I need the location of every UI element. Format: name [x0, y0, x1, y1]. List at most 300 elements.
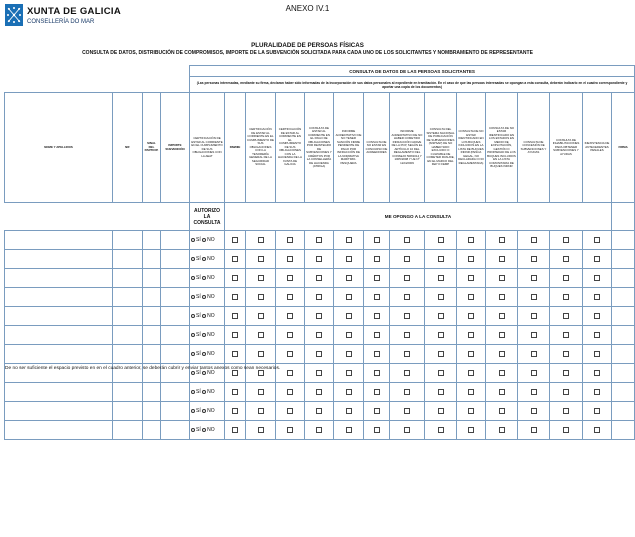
- oppose-checkbox[interactable]: [594, 313, 600, 319]
- oppose-checkbox[interactable]: [258, 256, 264, 262]
- oppose-checkbox[interactable]: [468, 313, 474, 319]
- oppose-checkbox[interactable]: [563, 294, 569, 300]
- oppose-checkbox[interactable]: [374, 332, 380, 338]
- oppose-checkbox[interactable]: [531, 351, 537, 357]
- yes-radio[interactable]: [191, 371, 195, 375]
- signature-field[interactable]: [612, 326, 635, 345]
- oppose-cell: [550, 231, 583, 250]
- oppose-checkbox[interactable]: [563, 237, 569, 243]
- yes-radio[interactable]: [191, 390, 195, 394]
- oppose-checkbox[interactable]: [594, 408, 600, 414]
- participation-field[interactable]: [143, 250, 161, 269]
- col-header: FIRMA: [612, 93, 635, 203]
- oppose-checkbox[interactable]: [258, 332, 264, 338]
- applicant-row: [5, 402, 635, 421]
- participation-field[interactable]: [143, 231, 161, 250]
- col-header: CERTIFICACIÓN DE ESTAR AL CORRIENTE EN EL CUMPLIMIENTO DE SUS OBLIGACIONES CON LA TESORERÍA GENERAL DE LA SEGURIDAD SOCIAL: [246, 93, 276, 203]
- oppose-checkbox[interactable]: [404, 237, 410, 243]
- oppose-cell: [486, 364, 518, 383]
- nif-field[interactable]: [113, 231, 143, 250]
- oppose-checkbox[interactable]: [563, 351, 569, 357]
- oppose-checkbox[interactable]: [232, 351, 238, 357]
- oppose-checkbox[interactable]: [374, 389, 380, 395]
- oppose-checkbox[interactable]: [316, 294, 322, 300]
- oppose-checkbox[interactable]: [287, 332, 293, 338]
- name-field[interactable]: [5, 383, 113, 402]
- oppose-checkbox[interactable]: [316, 275, 322, 281]
- participation-field[interactable]: [143, 307, 161, 326]
- participation-field[interactable]: [143, 421, 161, 440]
- col-header: CONSULTA DE NO ESTAR IDENTIFICADO EN LOS ESTADOS EN MEDIO DE EXPLOTACIÓN, GESTIÓN O PROPIEDAD DE LOS BUQUES INCLUIDOS EN LA LISTA COMUNITARIA DE BUQUES INDNR: [486, 93, 518, 203]
- oppose-checkbox[interactable]: [258, 351, 264, 357]
- oppose-checkbox[interactable]: [438, 389, 444, 395]
- amount-field[interactable]: [161, 402, 190, 421]
- no-radio[interactable]: [202, 314, 206, 318]
- applicant-row: [5, 288, 635, 307]
- oppose-checkbox[interactable]: [499, 237, 505, 243]
- no-radio[interactable]: [202, 371, 206, 375]
- oppose-checkbox[interactable]: [531, 408, 537, 414]
- oppose-cell: [334, 364, 364, 383]
- oppose-checkbox[interactable]: [468, 237, 474, 243]
- oppose-cell: [276, 250, 305, 269]
- amount-field[interactable]: [161, 307, 190, 326]
- nif-field[interactable]: [113, 383, 143, 402]
- oppose-cell: [457, 402, 486, 421]
- yes-label: SÍ: [196, 351, 201, 357]
- signature-field[interactable]: [612, 269, 635, 288]
- oppose-cell: [518, 326, 550, 345]
- name-field[interactable]: [5, 345, 113, 364]
- name-field[interactable]: [5, 307, 113, 326]
- no-radio[interactable]: [202, 257, 206, 261]
- oppose-checkbox[interactable]: [468, 256, 474, 262]
- oppose-checkbox[interactable]: [232, 389, 238, 395]
- oppose-checkbox[interactable]: [438, 294, 444, 300]
- oppose-checkbox[interactable]: [374, 313, 380, 319]
- oppose-cell: [390, 269, 425, 288]
- yes-label: SÍ: [196, 332, 201, 338]
- oppose-cell: [583, 364, 612, 383]
- logo-name: XUNTA DE GALICIA: [27, 6, 121, 17]
- oppose-checkbox[interactable]: [499, 351, 505, 357]
- oppose-checkbox[interactable]: [232, 275, 238, 281]
- oppose-checkbox[interactable]: [374, 370, 380, 376]
- oppose-checkbox[interactable]: [438, 370, 444, 376]
- oppose-checkbox[interactable]: [287, 313, 293, 319]
- applicant-row: [5, 345, 635, 364]
- oppose-checkbox[interactable]: [499, 408, 505, 414]
- oppose-checkbox[interactable]: [563, 332, 569, 338]
- name-field[interactable]: [5, 402, 113, 421]
- participation-field[interactable]: [143, 383, 161, 402]
- oppose-checkbox[interactable]: [316, 389, 322, 395]
- oppose-checkbox[interactable]: [287, 351, 293, 357]
- oppose-checkbox[interactable]: [346, 332, 352, 338]
- oppose-cell: [550, 269, 583, 288]
- oppose-cell: [457, 307, 486, 326]
- nif-field[interactable]: [113, 326, 143, 345]
- oppose-checkbox[interactable]: [468, 294, 474, 300]
- nif-field[interactable]: [113, 307, 143, 326]
- oppose-cell: [518, 383, 550, 402]
- oppose-checkbox[interactable]: [258, 275, 264, 281]
- consent-header-row: [5, 203, 635, 231]
- oppose-checkbox[interactable]: [374, 294, 380, 300]
- page-subtitle: CONSULTA DE DATOS, DISTRIBUCIÓN DE COMPROMISOS, IMPORTE DE LA SUBVENCIÓN SOLICITADA PARA CADA UNO DE LOS SOLICITANTES Y NOMBRAMIENTO DE REPRESENTANTE: [82, 50, 533, 56]
- oppose-cell: [550, 326, 583, 345]
- applicants-table: [4, 65, 635, 440]
- nif-field[interactable]: [113, 250, 143, 269]
- oppose-checkbox[interactable]: [232, 237, 238, 243]
- oppose-checkbox[interactable]: [316, 237, 322, 243]
- oppose-cell: [486, 231, 518, 250]
- oppose-checkbox[interactable]: [594, 294, 600, 300]
- oppose-cell: [583, 269, 612, 288]
- amount-field[interactable]: [161, 383, 190, 402]
- oppose-checkbox[interactable]: [531, 256, 537, 262]
- oppose-checkbox[interactable]: [404, 370, 410, 376]
- oppose-checkbox[interactable]: [258, 237, 264, 243]
- name-field[interactable]: [5, 326, 113, 345]
- signature-field[interactable]: [612, 345, 635, 364]
- oppose-checkbox[interactable]: [531, 332, 537, 338]
- col-header: CONSULTA DE NO ESTAR IDENTIFICADO EN LOS BUQUES INCLUIDOS EN LA LISTA DE BUQUES INDNR (PESCA ILEGAL, NO DECLARADA O NO REGLAMENTADA): [457, 93, 486, 203]
- oppose-cell: [518, 288, 550, 307]
- nif-field[interactable]: [113, 421, 143, 440]
- amount-field[interactable]: [161, 326, 190, 345]
- oppose-checkbox[interactable]: [346, 351, 352, 357]
- authorize-consult-label: AUTORIZO LA CONSULTA: [190, 203, 225, 231]
- authorize-yes-no: [190, 345, 225, 364]
- oppose-checkbox[interactable]: [404, 275, 410, 281]
- signature-field[interactable]: [612, 402, 635, 421]
- col-header: NOME Y APELLIDOS: [5, 93, 113, 203]
- participation-field[interactable]: [143, 269, 161, 288]
- oppose-checkbox[interactable]: [346, 427, 352, 433]
- yes-radio[interactable]: [191, 238, 195, 242]
- footnote: De no ser suficiente el espacio previsto en en el cuadro anterior, se deberán cubrir y enviar tantos anexos como sean necesarios.: [5, 366, 281, 371]
- oppose-checkbox[interactable]: [374, 427, 380, 433]
- oppose-cell: [390, 402, 425, 421]
- oppose-cell: [486, 269, 518, 288]
- oppose-checkbox[interactable]: [404, 389, 410, 395]
- oppose-checkbox[interactable]: [287, 294, 293, 300]
- oppose-checkbox[interactable]: [438, 275, 444, 281]
- oppose-cell: [550, 421, 583, 440]
- oppose-checkbox[interactable]: [374, 256, 380, 262]
- no-radio[interactable]: [202, 428, 206, 432]
- participation-field[interactable]: [143, 288, 161, 307]
- amount-field[interactable]: [161, 288, 190, 307]
- oppose-checkbox[interactable]: [594, 332, 600, 338]
- yes-radio[interactable]: [191, 257, 195, 261]
- no-radio[interactable]: [202, 409, 206, 413]
- oppose-checkbox[interactable]: [374, 237, 380, 243]
- oppose-checkbox[interactable]: [346, 389, 352, 395]
- oppose-cell: [364, 307, 390, 326]
- oppose-checkbox[interactable]: [531, 389, 537, 395]
- oppose-cell: [425, 288, 457, 307]
- amount-field[interactable]: [161, 250, 190, 269]
- authorize-yes-no: [190, 326, 225, 345]
- oppose-checkbox[interactable]: [232, 332, 238, 338]
- oppose-cell: [246, 307, 276, 326]
- oppose-checkbox[interactable]: [232, 313, 238, 319]
- oppose-cell: [583, 250, 612, 269]
- oppose-checkbox[interactable]: [531, 313, 537, 319]
- no-radio[interactable]: [202, 238, 206, 242]
- annex-label: ANEXO IV.1: [285, 4, 330, 13]
- participation-field[interactable]: [143, 402, 161, 421]
- oppose-cell: [550, 402, 583, 421]
- yes-radio[interactable]: [191, 314, 195, 318]
- oppose-cell: [390, 421, 425, 440]
- applicant-row: [5, 383, 635, 402]
- oppose-checkbox[interactable]: [594, 351, 600, 357]
- col-header: CONSULTA DE NO ESTAR EN CONCURSO DE ACREEDORES: [364, 93, 390, 203]
- yes-radio[interactable]: [191, 295, 195, 299]
- oppose-checkbox[interactable]: [438, 256, 444, 262]
- oppose-checkbox[interactable]: [374, 351, 380, 357]
- oppose-checkbox[interactable]: [563, 389, 569, 395]
- oppose-checkbox[interactable]: [287, 275, 293, 281]
- oppose-cell: [276, 383, 305, 402]
- no-radio[interactable]: [202, 276, 206, 280]
- oppose-checkbox[interactable]: [346, 237, 352, 243]
- name-field[interactable]: [5, 231, 113, 250]
- oppose-checkbox[interactable]: [287, 370, 293, 376]
- oppose-checkbox[interactable]: [499, 313, 505, 319]
- oppose-cell: [583, 402, 612, 421]
- oppose-cell: [364, 421, 390, 440]
- oppose-cell: [305, 421, 334, 440]
- signature-field[interactable]: [612, 307, 635, 326]
- oppose-checkbox[interactable]: [258, 294, 264, 300]
- oppose-checkbox[interactable]: [374, 408, 380, 414]
- yes-radio[interactable]: [191, 276, 195, 280]
- oppose-cell: [225, 421, 246, 440]
- oppose-checkbox[interactable]: [316, 370, 322, 376]
- oppose-checkbox[interactable]: [346, 275, 352, 281]
- oppose-checkbox[interactable]: [258, 427, 264, 433]
- oppose-cell: [276, 288, 305, 307]
- amount-field[interactable]: [161, 421, 190, 440]
- oppose-checkbox[interactable]: [438, 332, 444, 338]
- oppose-cell: [225, 250, 246, 269]
- oppose-checkbox[interactable]: [563, 275, 569, 281]
- oppose-checkbox[interactable]: [404, 332, 410, 338]
- oppose-cell: [550, 288, 583, 307]
- oppose-checkbox[interactable]: [499, 294, 505, 300]
- oppose-checkbox[interactable]: [594, 370, 600, 376]
- oppose-checkbox[interactable]: [563, 408, 569, 414]
- oppose-checkbox[interactable]: [531, 427, 537, 433]
- oppose-cell: [276, 231, 305, 250]
- oppose-checkbox[interactable]: [438, 237, 444, 243]
- oppose-checkbox[interactable]: [499, 256, 505, 262]
- signature-field[interactable]: [612, 231, 635, 250]
- oppose-cell: [276, 402, 305, 421]
- oppose-checkbox[interactable]: [287, 237, 293, 243]
- oppose-cell: [583, 345, 612, 364]
- oppose-checkbox[interactable]: [316, 256, 322, 262]
- oppose-cell: [583, 231, 612, 250]
- oppose-checkbox[interactable]: [468, 332, 474, 338]
- oppose-checkbox[interactable]: [531, 237, 537, 243]
- oppose-checkbox[interactable]: [232, 256, 238, 262]
- oppose-checkbox[interactable]: [563, 370, 569, 376]
- nif-field[interactable]: [113, 402, 143, 421]
- oppose-cell: [486, 421, 518, 440]
- oppose-checkbox[interactable]: [316, 332, 322, 338]
- oppose-checkbox[interactable]: [232, 294, 238, 300]
- oppose-checkbox[interactable]: [404, 294, 410, 300]
- nif-field[interactable]: [113, 269, 143, 288]
- oppose-checkbox[interactable]: [258, 408, 264, 414]
- participation-field[interactable]: [143, 345, 161, 364]
- page-title: PLURALIDADE DE PERSOAS FÍSICAS: [251, 42, 364, 49]
- oppose-checkbox[interactable]: [232, 427, 238, 433]
- oppose-checkbox[interactable]: [594, 237, 600, 243]
- oppose-checkbox[interactable]: [531, 370, 537, 376]
- oppose-checkbox[interactable]: [258, 313, 264, 319]
- oppose-cell: [457, 345, 486, 364]
- oppose-checkbox[interactable]: [346, 313, 352, 319]
- no-radio[interactable]: [202, 390, 206, 394]
- oppose-checkbox[interactable]: [316, 427, 322, 433]
- no-radio[interactable]: [202, 333, 206, 337]
- oppose-checkbox[interactable]: [258, 389, 264, 395]
- amount-field[interactable]: [161, 269, 190, 288]
- name-field[interactable]: [5, 421, 113, 440]
- oppose-checkbox[interactable]: [594, 389, 600, 395]
- yes-radio[interactable]: [191, 409, 195, 413]
- oppose-checkbox[interactable]: [499, 427, 505, 433]
- oppose-cell: [425, 421, 457, 440]
- no-label: NO: [207, 389, 215, 395]
- oppose-cell: [518, 364, 550, 383]
- oppose-checkbox[interactable]: [287, 256, 293, 262]
- oppose-checkbox[interactable]: [594, 427, 600, 433]
- name-field[interactable]: [5, 288, 113, 307]
- oppose-checkbox[interactable]: [531, 275, 537, 281]
- oppose-checkbox[interactable]: [499, 389, 505, 395]
- consult-band-note: (Las personas interesadas, mediante su firma, declaran haber sido informadas de la incorporación de sus datos personales al expediente en tramitación. En el caso de que las persoas interesadas se opongan a esta consulta, deberán indicarlo en el cuadro correspondiente y aportar una copia de los documentos): [190, 77, 635, 93]
- oppose-checkbox[interactable]: [499, 332, 505, 338]
- oppose-checkbox[interactable]: [346, 256, 352, 262]
- oppose-checkbox[interactable]: [468, 370, 474, 376]
- oppose-checkbox[interactable]: [438, 313, 444, 319]
- oppose-cell: [305, 364, 334, 383]
- signature-field[interactable]: [612, 288, 635, 307]
- oppose-checkbox[interactable]: [594, 256, 600, 262]
- oppose-cell: [390, 307, 425, 326]
- oppose-checkbox[interactable]: [287, 427, 293, 433]
- oppose-checkbox[interactable]: [346, 370, 352, 376]
- consult-band-title: CONSULTA DE DATOS DE LAS PERSOAS SOLICITANTES: [190, 66, 635, 77]
- oppose-cell: [518, 250, 550, 269]
- signature-field[interactable]: [612, 421, 635, 440]
- oppose-cell: [225, 345, 246, 364]
- applicant-row: [5, 307, 635, 326]
- oppose-cell: [457, 364, 486, 383]
- no-radio[interactable]: [202, 352, 206, 356]
- oppose-checkbox[interactable]: [563, 256, 569, 262]
- oppose-checkbox[interactable]: [232, 408, 238, 414]
- oppose-checkbox[interactable]: [563, 427, 569, 433]
- oppose-checkbox[interactable]: [563, 313, 569, 319]
- oppose-checkbox[interactable]: [499, 370, 505, 376]
- oppose-checkbox[interactable]: [316, 351, 322, 357]
- oppose-cell: [305, 345, 334, 364]
- yes-radio[interactable]: [191, 428, 195, 432]
- col-header: INEXISTENCIA DE ANTECEDENTES PENALES: [583, 93, 612, 203]
- oppose-checkbox[interactable]: [374, 275, 380, 281]
- oppose-checkbox[interactable]: [404, 408, 410, 414]
- oppose-checkbox[interactable]: [287, 408, 293, 414]
- logo-department: CONSELLERÍA DO MAR: [27, 19, 95, 25]
- name-field[interactable]: [5, 269, 113, 288]
- nif-field[interactable]: [113, 345, 143, 364]
- oppose-checkbox[interactable]: [438, 408, 444, 414]
- oppose-checkbox[interactable]: [594, 275, 600, 281]
- no-label: NO: [207, 275, 215, 281]
- oppose-checkbox[interactable]: [316, 313, 322, 319]
- oppose-cell: [305, 269, 334, 288]
- oppose-checkbox[interactable]: [346, 408, 352, 414]
- signature-field[interactable]: [612, 364, 635, 383]
- oppose-checkbox[interactable]: [438, 427, 444, 433]
- authorize-yes-no: [190, 231, 225, 250]
- name-field[interactable]: [5, 250, 113, 269]
- amount-field[interactable]: [161, 231, 190, 250]
- signature-field[interactable]: [612, 383, 635, 402]
- oppose-cell: [334, 307, 364, 326]
- applicant-row: [5, 421, 635, 440]
- oppose-cell: [390, 364, 425, 383]
- oppose-checkbox[interactable]: [468, 408, 474, 414]
- oppose-checkbox[interactable]: [404, 351, 410, 357]
- no-radio[interactable]: [202, 295, 206, 299]
- yes-label: SÍ: [196, 256, 201, 262]
- signature-field[interactable]: [612, 250, 635, 269]
- oppose-cell: [486, 288, 518, 307]
- oppose-checkbox[interactable]: [404, 313, 410, 319]
- amount-field[interactable]: [161, 345, 190, 364]
- oppose-checkbox[interactable]: [287, 389, 293, 395]
- yes-radio[interactable]: [191, 333, 195, 337]
- oppose-checkbox[interactable]: [499, 275, 505, 281]
- nif-field[interactable]: [113, 288, 143, 307]
- oppose-checkbox[interactable]: [404, 256, 410, 262]
- oppose-checkbox[interactable]: [531, 294, 537, 300]
- oppose-checkbox[interactable]: [346, 294, 352, 300]
- oppose-cell: [246, 250, 276, 269]
- oppose-checkbox[interactable]: [468, 275, 474, 281]
- participation-field[interactable]: [143, 326, 161, 345]
- oppose-checkbox[interactable]: [404, 427, 410, 433]
- applicant-row: [5, 269, 635, 288]
- oppose-checkbox[interactable]: [468, 389, 474, 395]
- oppose-checkbox[interactable]: [468, 351, 474, 357]
- yes-radio[interactable]: [191, 352, 195, 356]
- authorize-yes-no: [190, 307, 225, 326]
- oppose-checkbox[interactable]: [316, 408, 322, 414]
- oppose-checkbox[interactable]: [438, 351, 444, 357]
- oppose-cell: [425, 383, 457, 402]
- oppose-checkbox[interactable]: [468, 427, 474, 433]
